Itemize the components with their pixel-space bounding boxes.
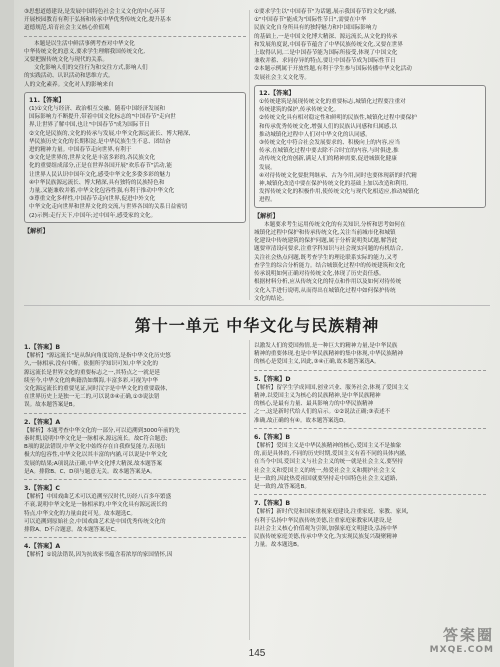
divider <box>24 413 246 414</box>
text-line: 文化入手进行说明,从而得出在城镇化过程中如何保护传统 <box>254 287 396 294</box>
answer-tag: 11.【答案】 <box>29 96 65 104</box>
text-line: ①"中国春节"能成为"国际性节日",需要在中华 <box>254 17 367 24</box>
answer-box-11 <box>24 92 246 223</box>
text-line: ②本题示例属于开放性题,有利于学生参与国际传播中华文化活动 <box>254 66 412 73</box>
text-line: ④中华民族源远流长、博大精深,具有独特的民族特色和 <box>29 179 165 186</box>
text-line: 发展的结果;A项说法正确,中华文化博大精深,故本题答案 <box>24 460 162 467</box>
watermark-text-bottom: MXQE.COM <box>429 645 494 655</box>
text-line: ③尊重文化多样性,中国春节走向世界,促进中外文化 <box>29 196 156 203</box>
text-line: 不衰,说明中华文化是一脉相承的,中华文化具有源远流长的 <box>24 502 168 509</box>
answer-tag: 6.【答案】B <box>254 433 291 441</box>
analysis-tag: 【解析】 <box>254 212 279 220</box>
page-number: 145 <box>248 648 266 659</box>
answer-tag: 2.【答案】A <box>24 418 61 426</box>
answer-item-2 <box>24 417 246 476</box>
text-line: 在世界历史上是独一无二的,可以说③④正确,①③说法错 <box>24 394 160 401</box>
text-line: 源远流长是世界文化的重要标志之一,其特点之一就是延 <box>24 369 161 376</box>
text-line: 发展社会主义文化等。 <box>254 74 310 81</box>
text-line: 精神,以爱国主义为核心的民族精神,是中华民族精神 <box>254 393 381 400</box>
text-line: 和发展角度说,中国春节蕴含了中华民族传统文化,又要在世界 <box>254 41 403 48</box>
answer-item-1 <box>24 342 246 410</box>
answer-item-4 <box>24 541 246 559</box>
text-line: 特点,中华文化的力量由此可见。故本题选C。 <box>24 510 136 517</box>
text-line: 神,城镇化改造中要在保护传统文化的基础上加以改造和利用, <box>259 181 408 188</box>
text-line: 城镇化过程中保护和传承传统文化,关注当前城市化和城镇 <box>254 230 396 237</box>
text-line: 的核心,是最有力量、最具影响力的中华民族精神 <box>254 401 374 408</box>
text-line: 【解析】爱国主义是中华民族精神的核心,爱国主义不是抽象 <box>254 443 402 450</box>
text-line: ③文化是世界的,世界文化是丰富多彩的,各民族文化 <box>29 155 156 162</box>
text-line: 准确,故正确的有④。故本题答案选D。 <box>254 417 350 424</box>
text-line: 发展。 <box>259 164 276 171</box>
answer-box-12 <box>254 85 486 208</box>
text-line: 本题是以生活中鲜活事例考查对中华文化 <box>34 40 135 47</box>
divider <box>24 36 246 37</box>
text-line: 续至今,中华文化的典籍浩如烟海,丰富多彩,可视为中华 <box>24 377 158 384</box>
text-line: B项的说法错误,中华文化中始终存在自我修复能力,表现出 <box>24 444 166 451</box>
text-line: 传统建筑的保护,传承传统文化。 <box>259 107 340 114</box>
answer-item-3 <box>24 483 246 534</box>
text-line: 本题要求考生运用传统文化的有关知识,分析和思考如何在 <box>264 221 406 228</box>
text-line: ②文化是民族的,文化的传承与发展,中华文化源远流长、博大精深, <box>29 130 191 137</box>
text-line: 开展校园教育有利于弘扬和传承中华优秀传统文化,提升基本 <box>24 17 172 24</box>
unit-divider <box>24 305 490 306</box>
text-line: 是一致的,故答案选B。 <box>254 484 310 491</box>
text-line: ①传统建筑是展现传统文化的重要标志,城镇化过程要注重对 <box>259 99 406 106</box>
text-line: 界,让世界了解中国,也让"中国春节"成为国际节日 <box>29 122 150 129</box>
text-line: ①要求学生以"中国春节"为话题,展示我国春节的文化内涵, <box>254 9 397 15</box>
bottom-right-column <box>254 342 486 549</box>
text-line: 力量。故本题选B。 <box>254 542 303 549</box>
text-line: 中华文化走向世界和世界文化的交流,与世界各国的关系日益密切 <box>29 204 188 211</box>
text-line: ③思想道德建设,是发展中国特色社会主义文化的中心环节 <box>24 9 166 15</box>
text-line: 【解析】中国戏曲艺术可以追溯至汉时代,历经八百多年繁盛 <box>24 494 172 501</box>
text-line: 【解析】留学生学成回国,创业兴业、服务社会,体现了爱国主义 <box>254 384 409 391</box>
column-divider-bottom <box>249 340 250 640</box>
text-line: 和传承优秀传统文化,增强人们的民族认同感和归属感,以 <box>259 123 397 130</box>
text-line: 让世界人民认识中国年文化,感受中华文化多姿多彩的魅力 <box>29 171 171 178</box>
text-line: 是一致的,因此热爱祖国就要坚持走中国特色社会主义道路, <box>254 475 398 482</box>
text-line: 根据材料分析,应从传统文化的特点和作用以及如何对待传统 <box>254 279 402 286</box>
text-line: 传承说明如何正确对待传统文化,体现了历史责任感。 <box>254 271 385 278</box>
answer-tag: 4.【答案】A <box>24 543 61 551</box>
text-line: 发挥传统文化的积极作用,使传统文化与现代化相适应,推动城镇化 <box>259 189 420 196</box>
text-line: 的,而是具体的,不同的历史时期,爱国主义有着不同的具体内涵, <box>254 451 407 458</box>
top-left-column <box>24 8 246 236</box>
text-line: 化的重要组成部分,正是在世界各国开展"欢乐春节"活动,能 <box>29 163 172 170</box>
text-line: 传承,在城镇化过程中要去除不合时宜的内容,与时俱进,推 <box>259 148 399 155</box>
bottom-left-column <box>24 342 246 560</box>
answer-tag: 3.【答案】C <box>24 485 60 493</box>
answer-tag: 1.【答案】B <box>24 344 61 351</box>
text-line: 【解析】①说法错误,因为抗战家书蕴含着浓厚的家国情怀,因 <box>24 552 173 559</box>
text-line: 文化的结论。 <box>254 295 288 302</box>
answer-item-6 <box>254 432 486 491</box>
text-line: 又要把握传统文化与现代的关系。 <box>24 57 108 64</box>
answer-tag: 12.【答案】 <box>259 89 295 97</box>
text-line: 误。故本题答案是B。 <box>24 402 79 409</box>
text-line: 人的文化素养。文化对人的影响来自 <box>24 81 114 88</box>
text-line: 关注社会热点问题,既考查学生的理论联系实际的能力,又考 <box>254 254 398 261</box>
answer-item-7 <box>254 498 486 549</box>
text-line: 【解析】新时代党和国家重视家庭建设,注重家庭、家教、家风, <box>254 509 409 516</box>
text-line: 在当今中国,爱国主义与社会主义的统一就是社会主义,要坚持 <box>254 459 403 466</box>
divider <box>24 537 246 538</box>
text-line: 题要审清设问要求,注重学科知识与社会现实问题的有机结合, <box>254 246 403 253</box>
text-line: 进的精神力量。中国春节走向世界,有利于 <box>29 147 132 154</box>
text-line: ③传统文化中符合社会发展要求的、积极向上的内容,应当 <box>259 140 401 147</box>
answer-tag: 5.【答案】D <box>254 375 291 383</box>
text-line: 【解析】"源远流长"是从纵向角度说的,是指中华文化历史悠 <box>24 353 171 360</box>
text-line: 力量,又能兼收并蓄,中华文化包容性强,有利于推动中华文化 <box>29 188 175 195</box>
text-line: 国际影响力不断提升,带着中国文化标志的"中国春节"走向世 <box>29 114 176 121</box>
text-line: 极大的包容性,中华文化以其丰富的内涵,可以说是中华文化 <box>24 452 168 459</box>
text-line: 进程。 <box>259 197 276 204</box>
text-line: 秦时期,说明中华文化是一脉相承,源远流长。故C符合题意; <box>24 436 168 443</box>
text-line: 查学生的综合分析能力。结合城镇化过程中的传统建筑和文化 <box>254 262 406 269</box>
text-line: 上取得认同,二是中国春节能为国际所接受,体现了中国文化 <box>254 50 398 57</box>
text-line: 是A。排除B、C、D项与题意无关。故本题答案是A。 <box>24 468 156 475</box>
divider <box>254 428 486 429</box>
text-line: 的基础上,一是中国文化博大精深、源远流长,从文化的传承 <box>254 33 398 40</box>
text-line: 的实践活动、认识活动和思维方式。 <box>24 73 114 80</box>
document-page <box>14 0 500 667</box>
text-line: 文化影响人们的交往行为和交往方式,影响人们 <box>34 65 148 72</box>
text-line: 中华传统文化的意义,要求学生理解我国传统文化, <box>24 48 146 55</box>
text-line: 社会主义和爱国主义的统一,热爱社会主义和拥护社会主义 <box>254 467 396 474</box>
text-line: 兼收并蓄、求同存异的特点,要让中国春节成为国际性节日 <box>254 58 396 65</box>
column-divider-top <box>249 10 250 300</box>
text-line: (2)示例:走行天下,中国年;过中国年,感受家的文化。 <box>29 212 157 219</box>
divider <box>254 370 486 371</box>
text-line: 推动城镇化过程中人们对中华文化的认同感。 <box>259 131 371 138</box>
text-line: 可以追溯到原始社会,中国戏曲艺术是中国优秀传统文化的 <box>24 518 166 525</box>
text-line: 以激发人们的爱国热情,是一种巨大的精神力量,是中华民族 <box>254 343 398 349</box>
text-line: 排除A、D不合题意。故本题答案是C。 <box>24 527 120 534</box>
divider <box>254 494 486 495</box>
text-line: 化建设中传统建筑的保护问题,属于分析说明类试题,解答此 <box>254 238 398 245</box>
text-line: 民族文化自身所具有的独特魅力和中国国际影响力 <box>254 25 378 32</box>
top-right-column <box>254 8 486 303</box>
text-line: 以社会主义核心价值观为引领,加强家庭文明建设,弘扬中华 <box>254 525 398 532</box>
watermark-logo <box>402 624 494 664</box>
text-line: 久,一脉相承,没有中断。依据所学知识可知,中华文化的 <box>24 361 158 368</box>
text-line: ②传统文化具有相对稳定性和鲜明的民族性,城镇化过程中要保护 <box>259 115 417 122</box>
text-line: 民族传统家庭美德,传承中华文化,为实现民族复兴凝聚精神 <box>254 534 398 541</box>
text-line: 有利于弘扬中华民族传统美德,注重家庭家教家风建设,是 <box>254 517 392 524</box>
text-line: 精神的重要体现,也是中华民族精神的集中体现,中华民族精神 <box>254 351 403 358</box>
text-line: 文化源远流长的重要见证,同时汉字是中华文化的重要载体, <box>24 386 168 393</box>
answer-item-5 <box>254 374 486 425</box>
analysis-tag: 【解析】 <box>24 227 49 235</box>
text-line: 【解析】本题考查中华文化的一部分,可以追溯到3000年前的先 <box>24 427 180 434</box>
text-line: (1)①文化与经济、政治相互交融。随着中国经济发展和 <box>29 106 166 113</box>
answer-tag: 7.【答案】B <box>254 500 291 508</box>
text-line: 华民族历史文化的长期积淀,是中华民族生生不息、团结奋 <box>29 138 171 145</box>
text-line: 的核心是爱国主义,因此,③④正确,故本题答案选A。 <box>254 359 380 366</box>
text-line: 之一,这是新时代给人们的启示。①②说法正确;③表述不 <box>254 409 391 416</box>
text-line: 动传统文化的创新,满足人们的精神需要,促进城镇化健康 <box>259 156 397 163</box>
watermark-text-top: 答案圈 <box>442 626 494 644</box>
text-line: ④对待传统文化要批判继承、古为今用,同时也要体现新的时代精 <box>259 172 417 179</box>
text-line: 道德规范,培育社会主义核心价值观 <box>24 25 110 32</box>
divider <box>24 479 246 480</box>
unit-title: 第十一单元 中华文化与民族精神 <box>134 316 380 335</box>
